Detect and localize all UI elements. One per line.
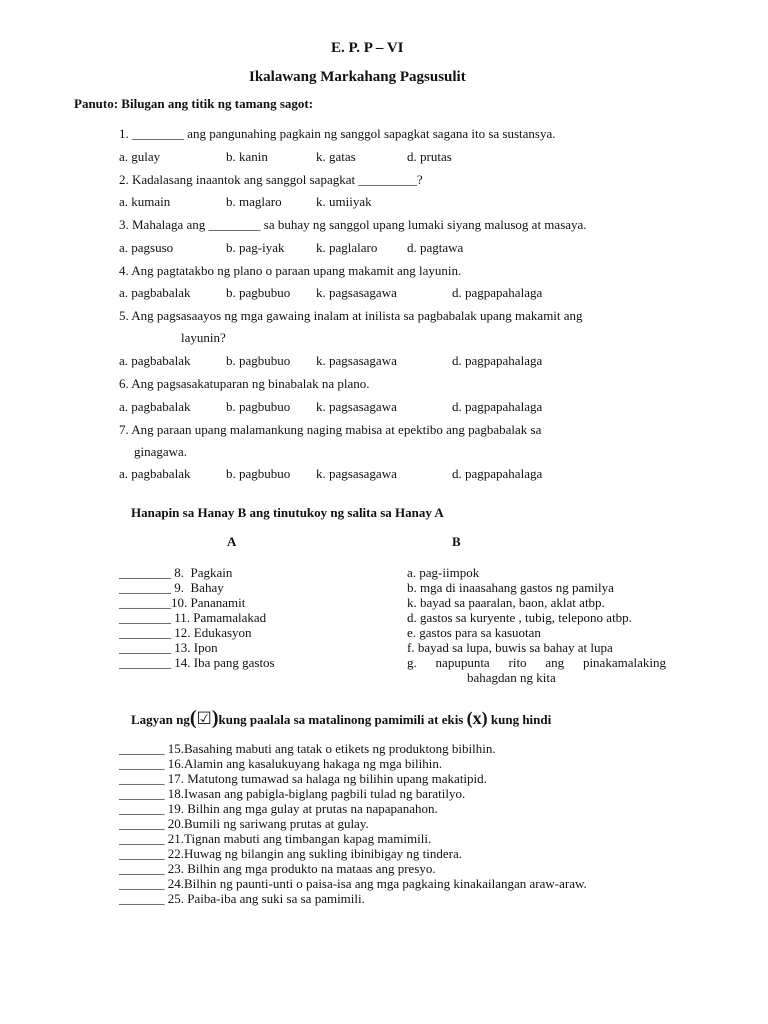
choice-1a[interactable]: a. gulay <box>119 149 161 164</box>
checkmark-icon: ☑ <box>196 709 212 729</box>
choice-7k[interactable]: k. pagsasagawa <box>316 466 397 481</box>
choice-6b[interactable]: b. pagbubuo <box>226 399 291 414</box>
choice-2a[interactable]: a. kumain <box>119 194 171 209</box>
question-1: 1. ________ ang pangunahing pagkain ng sanggol sapagkat sagana ito sa sustansya. <box>119 126 556 141</box>
document-subtitle: Ikalawang Markahang Pagsusulit <box>249 69 466 85</box>
match-item-10[interactable]: ________10. Pananamit <box>119 595 246 610</box>
match-item-8[interactable]: ________ 8. Pagkain <box>119 565 233 580</box>
choice-1d[interactable]: d. prutas <box>407 149 452 164</box>
document-title: E. P. P – VI <box>331 40 404 56</box>
choice-4b[interactable]: b. pagbubuo <box>226 285 291 300</box>
checklist-item-23[interactable]: _______ 23. Bilhin ang mga produkto na mataas ang presyo. <box>119 861 436 876</box>
choice-3k[interactable]: k. paglalaro <box>316 240 378 255</box>
match-item-13[interactable]: ________ 13. Ipon <box>119 640 218 655</box>
choice-4a[interactable]: a. pagbabalak <box>119 285 191 300</box>
column-b-header: B <box>452 534 461 549</box>
checklist-item-21[interactable]: _______ 21.Tignan mabuti ang timbangan kapag mamimili. <box>119 831 432 846</box>
checklist-item-25[interactable]: _______ 25. Paiba-iba ang suki sa sa pamimili. <box>119 891 365 906</box>
question-2: 2. Kadalasang inaantok ang sanggol sapagkat _________? <box>119 172 423 187</box>
match-choice-k: k. bayad sa paaralan, baon, aklat atbp. <box>407 595 605 610</box>
match-item-9[interactable]: ________ 9. Bahay <box>119 580 224 595</box>
question-5-cont: layunin? <box>181 330 226 345</box>
question-7: 7. Ang paraan upang malamankung naging mabisa at epektibo ang pagbabalak sa <box>119 422 542 437</box>
question-3: 3. Mahalaga ang ________ sa buhay ng sanggol upang lumaki siyang malusog at masaya. <box>119 217 587 232</box>
part2-title: Hanapin sa Hanay B ang tinutukoy ng salita sa Hanay A <box>131 505 444 520</box>
match-choice-d: d. gastos sa kuryente , tubig, telepono atbp. <box>407 610 632 625</box>
choice-6a[interactable]: a. pagbabalak <box>119 399 191 414</box>
match-choice-g: g. napupunta rito ang pinakamalaking <box>407 655 666 670</box>
checklist-item-24[interactable]: _______ 24.Bilhin ng paunti-unti o paisa-isa ang mga pagkaing kinakailangan araw-araw. <box>119 876 587 891</box>
choice-2k[interactable]: k. umiiyak <box>316 194 372 209</box>
choice-4d[interactable]: d. pagpapahalaga <box>452 285 543 300</box>
checklist-item-15[interactable]: _______ 15.Basahing mabuti ang tatak o etikets ng produktong bibilhin. <box>119 741 496 756</box>
choice-6d[interactable]: d. pagpapahalaga <box>452 399 543 414</box>
choice-6k[interactable]: k. pagsasagawa <box>316 399 397 414</box>
choice-5d[interactable]: d. pagpapahalaga <box>452 353 543 368</box>
checklist-item-16[interactable]: _______ 16.Alamin ang kasalukuyang hakaga ng mga bilihin. <box>119 756 443 771</box>
question-6: 6. Ang pagsasakatuparan ng binabalak na plano. <box>119 376 370 391</box>
checklist-item-22[interactable]: _______ 22.Huwag ng bilangin ang sukling ibinibigay ng tindera. <box>119 846 463 861</box>
column-a-header: A <box>227 534 237 549</box>
match-choice-f: f. bayad sa lupa, buwis sa bahay at lupa <box>407 640 613 655</box>
choice-7b[interactable]: b. pagbubuo <box>226 466 291 481</box>
choice-5b[interactable]: b. pagbubuo <box>226 353 291 368</box>
choice-1b[interactable]: b. kanin <box>226 149 268 164</box>
choice-5a[interactable]: a. pagbabalak <box>119 353 191 368</box>
part3-instruction: Lagyan ng ( ☑ ) kung paalala sa matalinong pamimili at ekis (x) kung hindi <box>131 707 552 729</box>
choice-3d[interactable]: d. pagtawa <box>407 240 464 255</box>
choice-3a[interactable]: a. pagsuso <box>119 240 174 255</box>
question-4: 4. Ang pagtatakbo ng plano o paraan upang makamit ang layunin. <box>119 263 462 278</box>
match-choice-b: b. mga di inaasahang gastos ng pamilya <box>407 580 614 595</box>
match-choice-e: e. gastos para sa kasuotan <box>407 625 541 640</box>
choice-4k[interactable]: k. pagsasagawa <box>316 285 397 300</box>
checklist-item-19[interactable]: _______ 19. Bilhin ang mga gulay at prutas na napapanahon. <box>119 801 438 816</box>
choice-7a[interactable]: a. pagbabalak <box>119 466 191 481</box>
question-5: 5. Ang pagsasaayos ng mga gawaing inalam at inilista sa pagbabalak upang makamit ang <box>119 308 583 323</box>
checklist-item-17[interactable]: _______ 17. Matutong tumawad sa halaga ng bilihin upang makatipid. <box>119 771 487 786</box>
x-mark-icon: (x) <box>466 708 488 728</box>
choice-7d[interactable]: d. pagpapahalaga <box>452 466 543 481</box>
checklist-item-20[interactable]: _______ 20.Bumili ng sariwang prutas at gulay. <box>119 816 369 831</box>
choice-1k[interactable]: k. gatas <box>316 149 356 164</box>
instructions: Panuto: Bilugan ang titik ng tamang sagot: <box>74 96 314 111</box>
choice-2b[interactable]: b. maglaro <box>226 194 282 209</box>
match-item-12[interactable]: ________ 12. Edukasyon <box>119 625 252 640</box>
question-7-cont: ginagawa. <box>134 444 188 459</box>
match-item-14[interactable]: ________ 14. Iba pang gastos <box>119 655 275 670</box>
match-choice-g-cont: bahagdan ng kita <box>467 670 556 685</box>
match-item-11[interactable]: ________ 11. Pamamalakad <box>119 610 267 625</box>
choice-3b[interactable]: b. pag-iyak <box>226 240 285 255</box>
choice-5k[interactable]: k. pagsasagawa <box>316 353 397 368</box>
match-choice-a: a. pag-iimpok <box>407 565 480 580</box>
checklist-item-18[interactable]: _______ 18.Iwasan ang pabigla-biglang pagbili tulad ng baratilyo. <box>119 786 466 801</box>
